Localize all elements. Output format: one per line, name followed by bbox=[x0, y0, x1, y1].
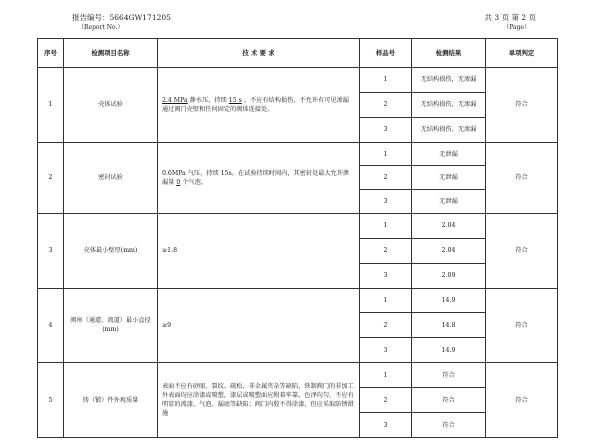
row-result: 14.9 bbox=[412, 288, 486, 313]
row-sample: 3 bbox=[360, 190, 412, 214]
table-row bbox=[38, 142, 558, 166]
row-verdict: 符合 bbox=[486, 213, 558, 288]
requirement-text: 。不应有结构损伤，不允许有可见渗漏通过阀门壳壁和任何固定的阀体连接处。 bbox=[162, 96, 349, 113]
col-header-requirement: 技 术 要 求 bbox=[158, 39, 360, 68]
row-sample: 3 bbox=[360, 338, 412, 363]
row-item: 阀座（通道、流道）最小直径(mm) bbox=[64, 288, 158, 363]
row-verdict: 符合 bbox=[486, 142, 558, 213]
row-sample: 3 bbox=[360, 117, 412, 142]
row-sample: 2 bbox=[360, 313, 412, 338]
requirement-text: 2.4 MPa bbox=[162, 96, 188, 104]
row-sample: 2 bbox=[360, 388, 412, 413]
row-seq: 4 bbox=[38, 288, 64, 363]
row-result: 2.09 bbox=[412, 263, 486, 288]
page-indicator bbox=[485, 13, 536, 33]
requirement-text: 静水压，持续 bbox=[187, 96, 229, 104]
col-header-result: 检测结果 bbox=[412, 39, 486, 68]
row-requirement bbox=[158, 363, 360, 438]
col-header-item: 检测项目名称 bbox=[64, 39, 158, 68]
table-body bbox=[38, 68, 558, 438]
row-sample: 1 bbox=[360, 68, 412, 93]
row-sample: 1 bbox=[360, 363, 412, 388]
row-result: 符合 bbox=[412, 413, 486, 438]
row-sample: 1 bbox=[360, 142, 412, 166]
row-sample: 1 bbox=[360, 288, 412, 313]
row-result: 2.04 bbox=[412, 238, 486, 263]
row-seq: 1 bbox=[38, 68, 64, 143]
row-result: 符合 bbox=[412, 363, 486, 388]
row-seq: 2 bbox=[38, 142, 64, 213]
row-sample: 3 bbox=[360, 263, 412, 288]
table-row bbox=[38, 68, 558, 93]
table-row bbox=[38, 288, 558, 313]
requirement-text: 0 bbox=[176, 178, 181, 186]
report-number-label: 报告编号： bbox=[72, 13, 110, 22]
row-sample: 2 bbox=[360, 92, 412, 117]
row-seq: 5 bbox=[38, 363, 64, 438]
row-item: 铸（锻）件外观质量 bbox=[64, 363, 158, 438]
row-result: 14.9 bbox=[412, 338, 486, 363]
row-requirement bbox=[158, 213, 360, 288]
row-result: 无结构损伤，无渗漏 bbox=[412, 117, 486, 142]
row-result: 14.8 bbox=[412, 313, 486, 338]
requirement-text: 0.6MPa 气压，持续 15s。在试验持续时间内，其密封处最大允许泄漏量 bbox=[162, 169, 350, 186]
requirement-text: ≥1.8 bbox=[162, 247, 178, 255]
requirement-text: ≥9 bbox=[162, 321, 172, 329]
row-seq: 3 bbox=[38, 213, 64, 288]
row-item: 壳体试验 bbox=[64, 68, 158, 143]
row-result: 符合 bbox=[412, 388, 486, 413]
row-sample: 2 bbox=[360, 238, 412, 263]
col-header-sample: 样品号 bbox=[360, 39, 412, 68]
table-row bbox=[38, 213, 558, 238]
row-verdict: 符合 bbox=[486, 288, 558, 363]
row-verdict: 符合 bbox=[486, 363, 558, 438]
table-row bbox=[38, 363, 558, 388]
row-result: 无泄漏 bbox=[412, 166, 486, 190]
page-info-en: （Page） bbox=[503, 24, 530, 31]
report-number-value: 5664GW171205 bbox=[109, 13, 171, 22]
row-sample: 2 bbox=[360, 166, 412, 190]
row-result: 无结构损伤，无渗漏 bbox=[412, 92, 486, 117]
row-requirement bbox=[158, 68, 360, 143]
inspection-table bbox=[37, 38, 558, 438]
row-sample: 1 bbox=[360, 213, 412, 238]
col-header-seq: 序号 bbox=[38, 39, 64, 68]
row-sample: 3 bbox=[360, 413, 412, 438]
requirement-text: 15 s bbox=[228, 96, 242, 104]
row-result: 无泄漏 bbox=[412, 142, 486, 166]
page-info: 共 3 页 第 2 页 bbox=[484, 13, 536, 22]
row-requirement bbox=[158, 142, 360, 213]
row-item: 密封试验 bbox=[64, 142, 158, 213]
requirement-text: 表面不应有砂眼、裂纹、疏松、非金属夹杂等缺陷，铁制阀门的非加工外表面均应涂漆或喷塑，漆层或喷塑面应附着牢靠，色泽均匀，不应有明显的流漆、气泡、漏底等缺陷；阀门内腔不得涂漆，但应采取防锈措施 bbox=[162, 383, 354, 418]
row-item: 壳体最小壁厚(mm) bbox=[64, 213, 158, 288]
row-result: 2.04 bbox=[412, 213, 486, 238]
row-requirement bbox=[158, 288, 360, 363]
requirement-text: 个气泡。 bbox=[180, 178, 207, 186]
row-result: 无泄漏 bbox=[412, 190, 486, 214]
row-result: 无结构损伤，无渗漏 bbox=[412, 68, 486, 93]
report-number bbox=[72, 13, 171, 33]
col-header-verdict: 单项判定 bbox=[486, 39, 558, 68]
row-verdict: 符合 bbox=[486, 68, 558, 143]
table-header-row bbox=[38, 39, 558, 68]
report-number-en: （Report No.） bbox=[78, 24, 124, 31]
